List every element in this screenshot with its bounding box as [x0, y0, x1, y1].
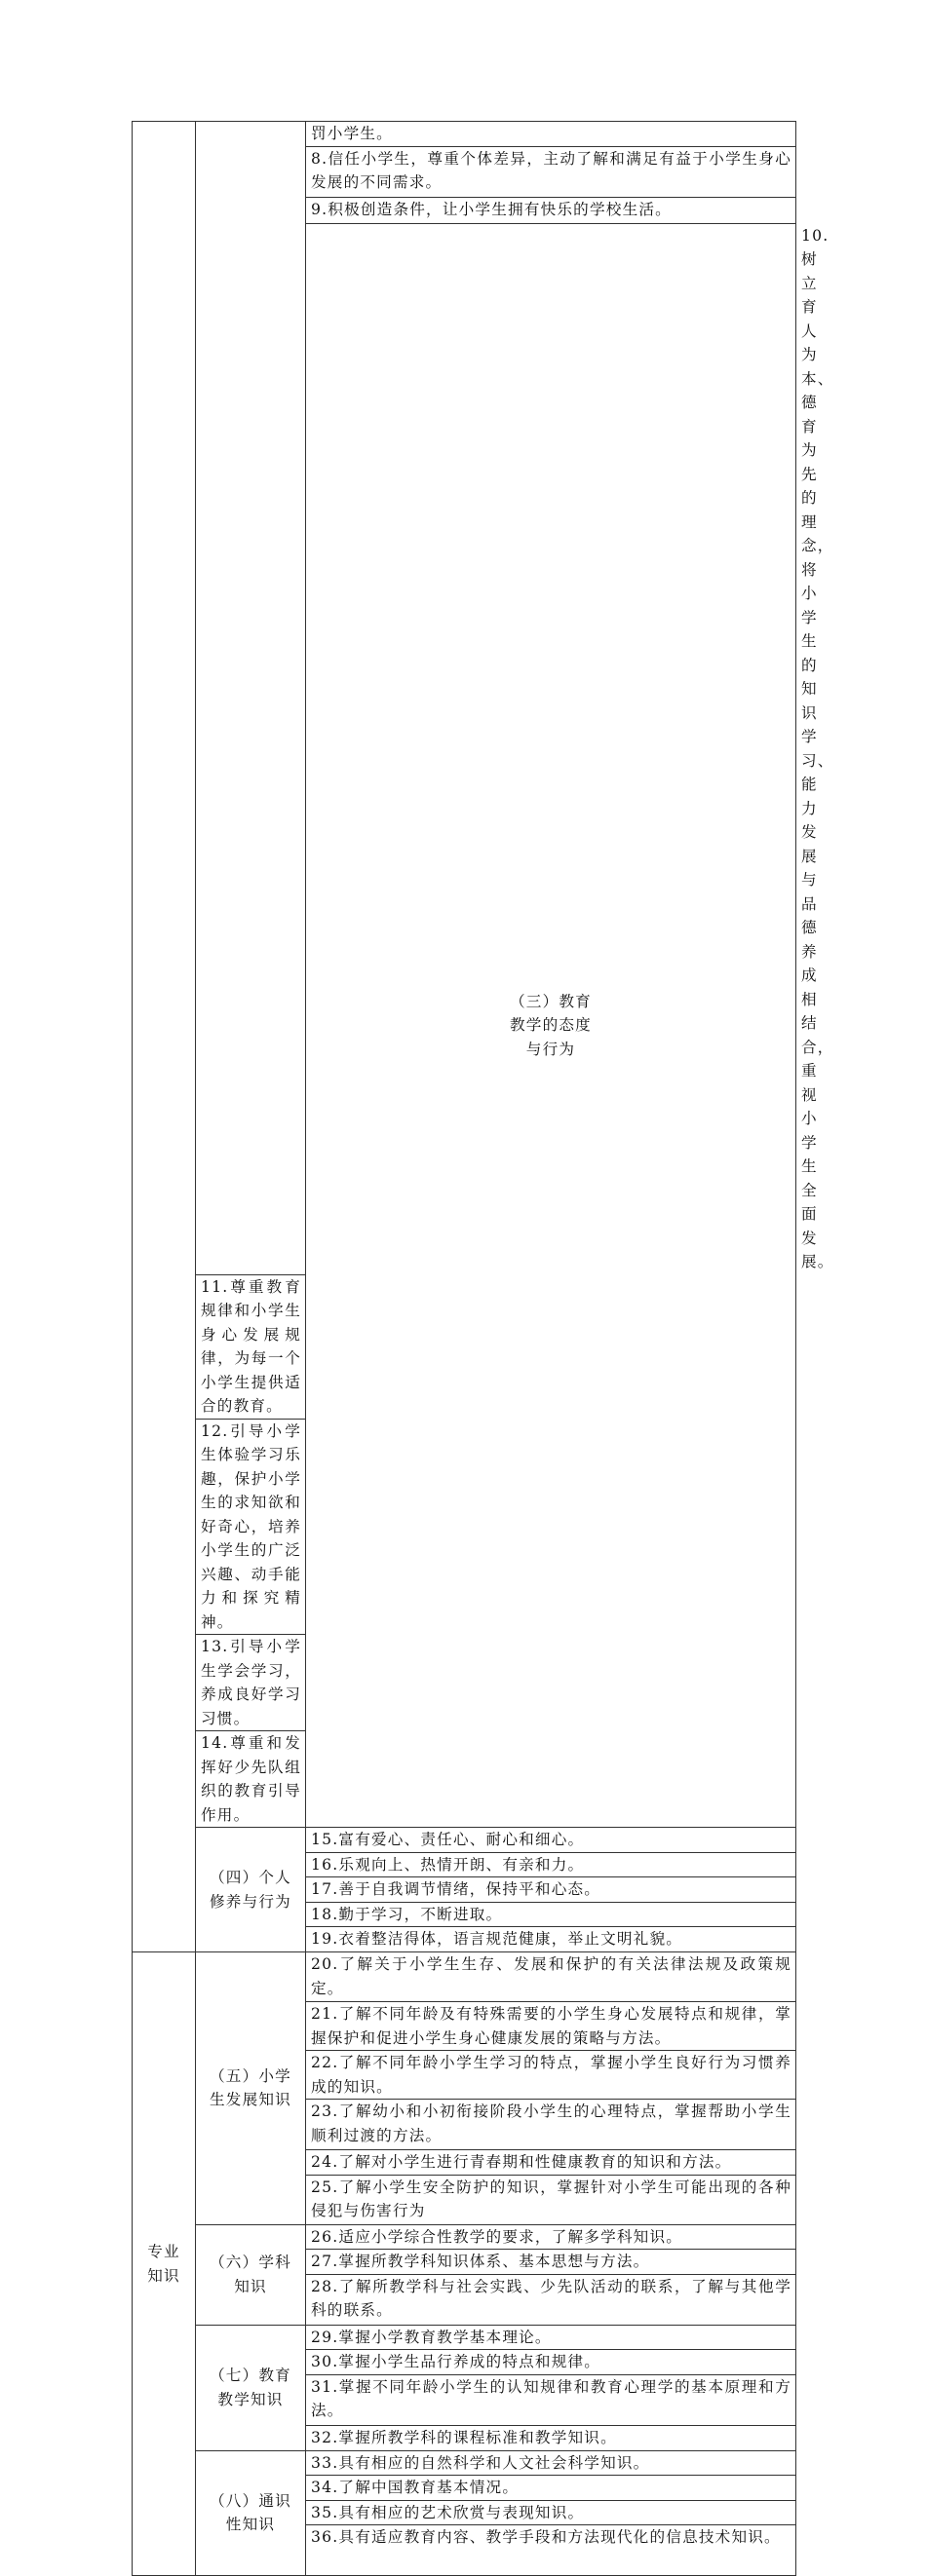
subdomain-label-line: 生发展知识 — [210, 2091, 291, 2109]
subdomain-cell — [196, 122, 306, 1275]
subdomain-cell — [306, 223, 796, 1828]
table-row — [133, 122, 796, 147]
standard-item: 34.了解中国教育基本情况。 — [306, 2476, 796, 2501]
subdomain-label-line: （七）教育 — [210, 2367, 291, 2384]
standard-item: 27.掌握所教学科知识体系、基本思想与方法。 — [306, 2250, 796, 2275]
standard-item: 26.适应小学综合性教学的要求，了解多学科知识。 — [306, 2224, 796, 2250]
domain-label-line: 专业 — [147, 2243, 180, 2260]
teacher-standards-table — [132, 121, 834, 2576]
standard-item: 25.了解小学生安全防护的知识，掌握针对小学生可能出现的各种侵犯与伤害行为 — [306, 2175, 796, 2224]
subdomain-label-line: 性知识 — [225, 2516, 276, 2534]
domain-label-line: 知识 — [147, 2266, 180, 2285]
subdomain-label-line: 与行为 — [525, 1040, 576, 1058]
subdomain-label-line: 修养与行为 — [210, 1892, 291, 1911]
subdomain-cell — [196, 2325, 306, 2450]
standard-item: 24.了解对小学生进行青春期和性健康教育的知识和方法。 — [306, 2150, 796, 2176]
standard-item: 17.善于自我调节情绪，保持平和心态。 — [306, 1877, 796, 1903]
table-row: （三）教育 教学的态度 与行为 10.树立育人为本、德育为先的理念，将小学生的知识学习、能力发展与品德养成相结合，重视小学生全面发展。 — [133, 223, 796, 1274]
domain-cell — [133, 122, 196, 1952]
subdomain-label-line: （四）个人 — [210, 1869, 291, 1886]
table-row — [133, 1952, 796, 2002]
standard-item: 22.了解不同年龄小学生学习的特点，掌握小学生良好行为习惯养成的知识。 — [306, 2051, 796, 2100]
standard-item: 8.信任小学生，尊重个体差异，主动了解和满足有益于小学生身心发展的不同需求。 — [306, 146, 796, 197]
subdomain-cell — [196, 1828, 306, 1952]
standard-item: 罚小学生。 — [306, 122, 796, 147]
subdomain-label-line: （三）教育 — [510, 992, 592, 1010]
standard-item: 14.尊重和发挥好少先队组织的教育引导作用。 — [196, 1731, 306, 1828]
standard-item: 32.掌握所教学科的课程标准和教学知识。 — [306, 2425, 796, 2450]
standard-item: 11.尊重教育规律和小学生身心发展规律，为每一个小学生提供适合的教育。 — [196, 1274, 306, 1419]
standard-item: 12.引导小学生体验学习乐趣，保护小学生的求知欲和好奇心，培养小学生的广泛兴趣、动手能力和探究精神。 — [196, 1419, 306, 1635]
standard-item: 28.了解所教学科与社会实践、少先队活动的联系，了解与其他学科的联系。 — [306, 2274, 796, 2325]
table-row — [133, 2224, 796, 2250]
standard-item: 35.具有相应的艺术欣赏与表现知识。 — [306, 2500, 796, 2525]
standard-item: 33.具有相应的自然科学和人文社会科学知识。 — [306, 2450, 796, 2476]
subdomain-cell — [196, 2224, 306, 2325]
standard-item: 13.引导小学生学会学习，养成良好学习习惯。 — [196, 1635, 306, 1731]
subdomain-label-line: 知识 — [234, 2277, 267, 2295]
table-row — [133, 2325, 796, 2350]
table-row — [133, 1828, 796, 1853]
subdomain-label-line: （八）通识 — [210, 2491, 291, 2510]
standard-item: 16.乐观向上、热情开朗、有亲和力。 — [306, 1852, 796, 1877]
domain-cell — [133, 1952, 196, 2576]
standard-item: 29.掌握小学教育教学基本理论。 — [306, 2325, 796, 2350]
standard-item: 9.积极创造条件，让小学生拥有快乐的学校生活。 — [306, 197, 796, 223]
subdomain-cell — [196, 2450, 306, 2576]
standard-item: 20.了解关于小学生生存、发展和保护的有关法律法规及政策规定。 — [306, 1952, 796, 2002]
subdomain-label-line: （六）学科 — [210, 2254, 291, 2271]
subdomain-label-line: （五）小学 — [210, 2066, 291, 2085]
standard-item: 30.掌握小学生品行养成的特点和规律。 — [306, 2350, 796, 2375]
standard-item: 19.衣着整洁得体，语言规范健康，举止文明礼貌。 — [306, 1927, 796, 1952]
standard-item: 31.掌握不同年龄小学生的认知规律和教育心理学的基本原理和方法。 — [306, 2374, 796, 2425]
standard-item: 15.富有爱心、责任心、耐心和细心。 — [306, 1828, 796, 1853]
table-row — [133, 2450, 796, 2476]
standard-item: 36.具有适应教育内容、教学手段和方法现代化的信息技术知识。 — [306, 2525, 796, 2576]
subdomain-label-line: 教学知识 — [217, 2390, 284, 2408]
subdomain-label-line: 教学的态度 — [510, 1016, 592, 1034]
standard-item: 18.勤于学习，不断进取。 — [306, 1902, 796, 1927]
subdomain-cell — [196, 1952, 306, 2225]
standard-item: 23.了解幼小和小初衔接阶段小学生的心理特点，掌握帮助小学生顺利过渡的方法。 — [306, 2100, 796, 2150]
standard-item: 21.了解不同年龄及有特殊需要的小学生身心发展特点和规律，掌握保护和促进小学生身心健康发展的策略与方法。 — [306, 2002, 796, 2051]
